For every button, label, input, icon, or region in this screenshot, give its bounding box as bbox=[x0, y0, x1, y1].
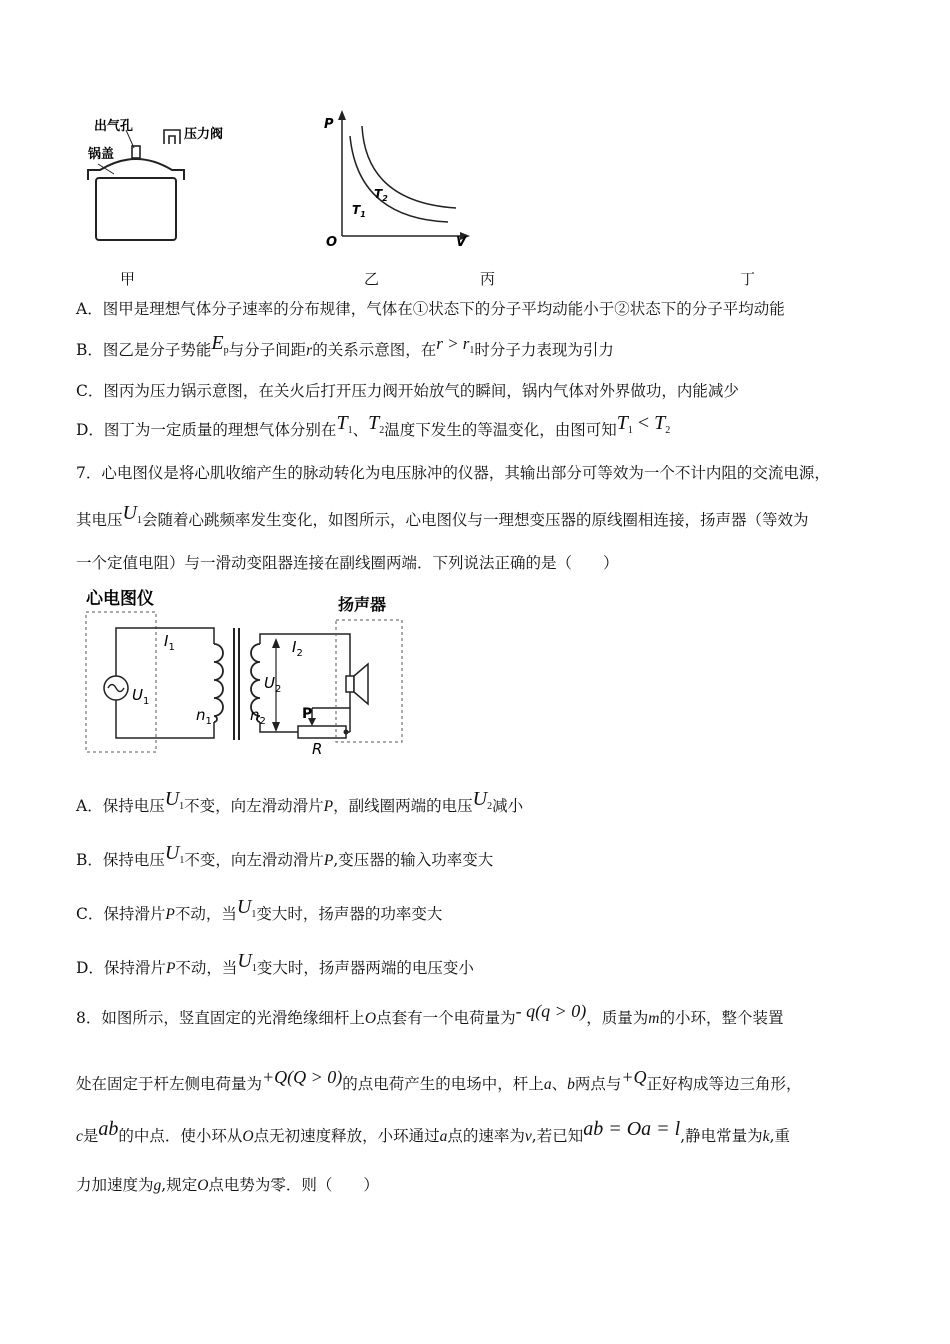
q6-option-d: D．图丁为一定质量的理想气体分别在$T_1$、$T_2$温度下发生的等温变化，由图可知$T_1 < T_2$ bbox=[76, 412, 671, 439]
caption-yi: 乙 bbox=[364, 270, 380, 288]
p-label: P bbox=[302, 706, 313, 722]
u1-label: $U_1$ bbox=[132, 686, 150, 707]
rheostat-r bbox=[298, 726, 346, 738]
pot-valve-label: 压力阀 bbox=[184, 127, 224, 142]
pot-lid-shape bbox=[88, 159, 184, 180]
i1-label: $I_1$ bbox=[164, 632, 175, 653]
q7-option-b: B．保持电压$U_1$不变，向左滑动滑片P,变压器的输入功率变大 bbox=[76, 842, 494, 869]
q7-option-c: C．保持滑片P不动，当$U_1$变大时，扬声器的功率变大 bbox=[76, 896, 443, 923]
t1-label: $T_1$ bbox=[352, 203, 366, 219]
q7-option-a: A．保持电压$U_1$不变，向左滑动滑片P，副线圈两端的电压$U_2$减小 bbox=[76, 788, 524, 815]
q6-option-c: C．图丙为压力锅示意图，在关火后打开压力阀开始放气的瞬间，锅内气体对外界做功，内能减少 bbox=[76, 382, 739, 400]
caption-bing: 丙 bbox=[480, 270, 496, 288]
q8-stem-line1: 8．如图所示，竖直固定的光滑绝缘细杆上O点套有一个电荷量为- q(q > 0)，质量为m的小环，整个装置 bbox=[76, 1001, 784, 1027]
caption-ding: 丁 bbox=[740, 270, 756, 288]
pot-outlet-label: 出气孔 bbox=[94, 119, 134, 134]
pot-lid-label: 锅盖 bbox=[88, 147, 115, 162]
p-axis-label: P bbox=[324, 117, 334, 132]
caption-jia: 甲 bbox=[120, 270, 136, 288]
primary-coil bbox=[214, 644, 223, 722]
pot-body bbox=[96, 178, 176, 240]
u2-label: $U_2$ bbox=[264, 674, 282, 695]
ecg-device-label: 心电图仪 bbox=[86, 589, 154, 609]
pot-outlet-tube bbox=[132, 146, 140, 158]
i2-label: $I_2$ bbox=[292, 638, 303, 659]
speaker-symbol bbox=[346, 676, 354, 692]
pressure-cooker-diagram bbox=[88, 118, 223, 240]
n2-label: $n_2$ bbox=[250, 706, 266, 727]
q8-stem-line2: 处在固定于杆左侧电荷量为+Q(Q > 0)的点电荷产生的电场中，杆上a、b两点与+Q正好构成等边三角形， bbox=[76, 1067, 802, 1093]
t2-label: $T_2$ bbox=[374, 187, 388, 203]
pv-isotherm-graph bbox=[324, 110, 470, 250]
q8-stem-line3: c是ab的中点．使小环从O点无初速度释放，小环通过a点的速率为v,若已知ab = Oa = l,静电常量为k,重 bbox=[76, 1118, 790, 1145]
q7-stem-line3: 一个定值电阻）与一滑动变阻器连接在副线圈两端．下列说法正确的是（ ） bbox=[76, 554, 619, 572]
q7-stem-line2: 其电压$U_1$会随着心跳频率发生变化，如图所示，心电图仪与一理想变压器的原线圈相连接，扬声器（等效为 bbox=[76, 502, 809, 529]
speaker-label: 扬声器 bbox=[338, 595, 387, 614]
origin-label: O bbox=[326, 235, 338, 250]
q6-option-a: A．图甲是理想气体分子速率的分布规律，气体在①状态下的分子平均动能小于②状态下的分子平均动能 bbox=[76, 300, 785, 318]
q8-stem-line4: 力加速度为g,规定O点电势为零．则（ ） bbox=[76, 1176, 379, 1194]
q7-option-d: D．保持滑片P不动，当$U_1$变大时，扬声器两端的电压变小 bbox=[76, 950, 474, 977]
v-axis-label: V bbox=[456, 235, 467, 250]
q7-stem-line1: 7．心电图仪是将心肌收缩产生的脉动转化为电压脉冲的仪器，其输出部分可等效为一个不计内阻的交流电源， bbox=[76, 464, 830, 482]
q6-option-b: B．图乙是分子势能$E_p$与分子间距r的关系示意图，在$r > r_1$时分子力表现为引力 bbox=[76, 332, 614, 359]
n1-label: $n_1$ bbox=[196, 706, 212, 727]
pressure-valve-shape bbox=[164, 130, 180, 144]
figure-pressure-cooker-and-pv-graph bbox=[76, 108, 486, 256]
figure-ecg-transformer-circuit bbox=[80, 584, 410, 756]
r-label: R bbox=[312, 740, 323, 756]
